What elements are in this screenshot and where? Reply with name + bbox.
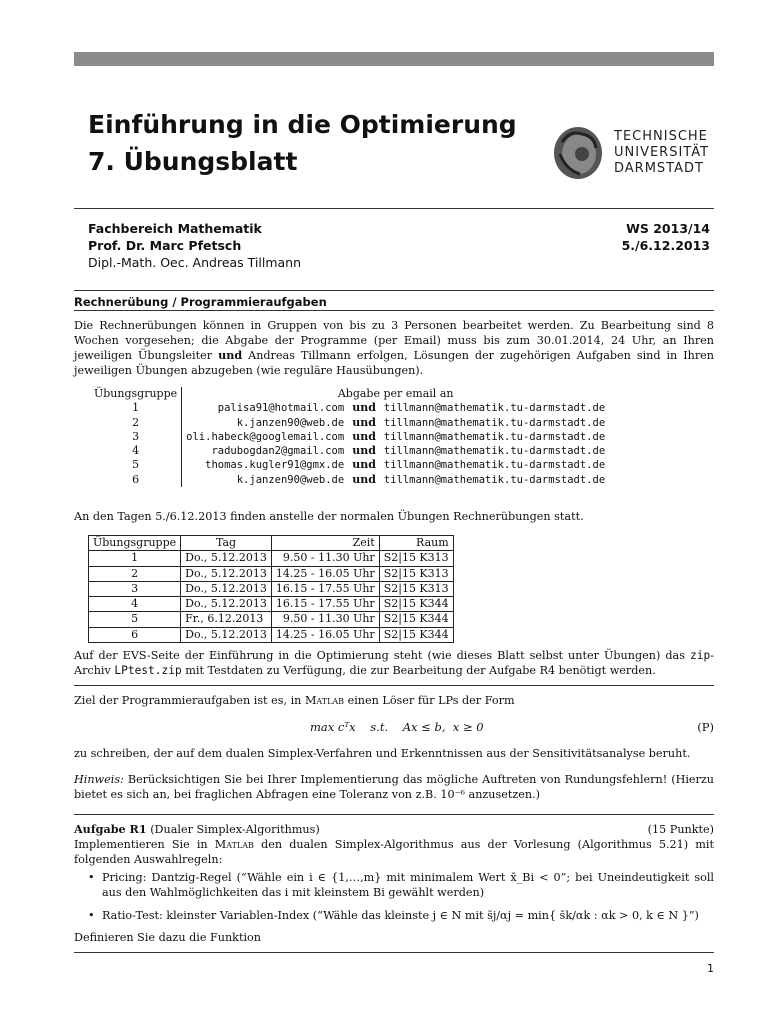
table-cell: 3 <box>89 581 181 596</box>
divider <box>74 310 714 311</box>
table-row <box>89 566 454 581</box>
assistant: Dipl.-Math. Oec. Andreas Tillmann <box>88 255 302 270</box>
task-points: (15 Punkte) <box>647 823 714 836</box>
table-row <box>89 581 454 596</box>
table-cell: 9.50 - 11.30 Uhr <box>271 612 379 627</box>
university-name <box>614 129 709 177</box>
task-label: Aufgabe R1 <box>74 822 147 836</box>
evs-paragraph: Auf der EVS-Seite der Einführung in die Optimierung steht (wie dieses Blatt selbst unter Übungen) das zip-Archiv LPtest.zip mit Testdaten zu Verfügung, die zur Bearbeitung der Aufgabe R4 benötigt werden. <box>74 649 714 677</box>
table-cell: Do., 5.12.2013 <box>181 627 272 642</box>
table-cell: S2|15 K344 <box>379 612 453 627</box>
table-row <box>90 430 609 444</box>
table-cell: 6 <box>89 627 181 642</box>
university-line-3: DARMSTADT <box>614 161 704 176</box>
table-row <box>90 416 609 430</box>
table-cell: tillmann@mathematik.tu-darmstadt.de <box>383 430 606 443</box>
date: 5./6.12.2013 <box>621 238 710 253</box>
author-block <box>88 220 301 271</box>
task-heading: Aufgabe R1 (Dualer Simplex-Algorithmus) (15 Punkte) <box>74 822 714 836</box>
table-row <box>90 473 609 487</box>
table-cell: S2|15 K313 <box>379 581 453 596</box>
table-cell: 14.25 - 16.05 Uhr <box>271 566 379 581</box>
table-cell: tillmann@mathematik.tu-darmstadt.de <box>383 459 606 472</box>
table-row <box>89 597 454 612</box>
table-row <box>89 551 454 566</box>
divider <box>74 208 714 209</box>
table-cell: 1 <box>90 401 182 415</box>
table-cell: 16.15 - 17.55 Uhr <box>271 597 379 612</box>
table-header: Übungsgruppe <box>89 536 181 551</box>
table-cell: 2 <box>89 566 181 581</box>
table-cell: radubogdan2@gmail.com <box>211 445 345 458</box>
table-row <box>89 627 454 642</box>
table-cell: Do., 5.12.2013 <box>181 566 272 581</box>
professor: Prof. Dr. Marc Pfetsch <box>88 238 242 253</box>
table-cell: 6 <box>90 473 182 487</box>
table-cell: Fr., 6.12.2013 <box>181 612 272 627</box>
table-cell: 5 <box>90 458 182 472</box>
archive-filename: LPtest.zip <box>114 664 182 677</box>
header-bar <box>74 52 714 66</box>
table-cell: Do., 5.12.2013 <box>181 581 272 596</box>
table-cell: oli.habeck@googlemail.com <box>186 430 345 443</box>
table-cell: 9.50 - 11.30 Uhr <box>271 551 379 566</box>
table-cell: und <box>352 429 376 443</box>
table-cell: 3 <box>90 430 182 444</box>
title-line-1: Einführung in die Optimierung <box>88 110 517 139</box>
lp-formula: max cᵀx s.t. Ax ≤ b, x ≥ 0 <box>310 720 484 734</box>
table-header: Übungsgruppe <box>90 387 182 401</box>
department: Fachbereich Mathematik <box>88 221 262 236</box>
table-cell: 1 <box>89 551 181 566</box>
semester-block <box>622 220 710 254</box>
table-cell: tillmann@mathematik.tu-darmstadt.de <box>383 473 606 486</box>
email-table <box>90 387 609 487</box>
divider <box>74 952 714 953</box>
semester: WS 2013/14 <box>626 221 710 236</box>
schedule-table <box>88 535 454 643</box>
table-cell: und <box>352 401 376 415</box>
table-cell: S2|15 K313 <box>379 551 453 566</box>
table-cell: k.janzen90@web.de <box>236 473 345 486</box>
table-row <box>89 612 454 627</box>
divider <box>74 685 714 686</box>
table-cell: 2 <box>90 416 182 430</box>
title-line-2: 7. Übungsblatt <box>88 147 298 176</box>
table-cell: palisa91@hotmail.com <box>217 402 345 415</box>
hint-paragraph: Hinweis: Berücksichtigen Sie bei Ihrer Implementierung das mögliche Auftreten von Rundungsfehlern! (Hierzu bietet es sich an, bei fraglichen Abfragen eine Toleranz von z.B. 10⁻⁶ anzusetzen.) <box>74 773 714 801</box>
table-cell: 16.15 - 17.55 Uhr <box>271 581 379 596</box>
table-cell: tillmann@mathematik.tu-darmstadt.de <box>383 416 606 429</box>
table-header: Zeit <box>271 536 379 551</box>
goal-paragraph: Ziel der Programmieraufgaben ist es, in Matlab einen Löser für LPs der Form <box>74 694 515 707</box>
divider <box>74 290 714 291</box>
table-cell: S2|15 K344 <box>379 627 453 642</box>
list-item: • Pricing: Dantzig-Regel (“Wähle ein i ∈ {1,…,m} mit minimalem Wert x̄_Bi < 0”; bei Uneindeutigkeit soll aus den Wahlmöglichkeiten das i mit kleinstem Bi gewählt werden) <box>88 871 714 899</box>
university-line-1: TECHNISCHE <box>614 129 708 144</box>
task-description: Implementieren Sie in Matlab den dualen Simplex-Algorithmus aus der Vorlesung (Algorithmus 5.21) mit folgenden Auswahlregeln: <box>74 838 714 866</box>
table-header: Abgabe per email an <box>337 387 454 400</box>
table-cell: tillmann@mathematik.tu-darmstadt.de <box>383 402 606 415</box>
table-header: Raum <box>379 536 453 551</box>
table-cell: tillmann@mathematik.tu-darmstadt.de <box>383 445 606 458</box>
page-title <box>88 106 517 180</box>
table-cell: 5 <box>89 612 181 627</box>
table-cell: S2|15 K344 <box>379 597 453 612</box>
page-number: 1 <box>707 962 714 975</box>
table-cell: Do., 5.12.2013 <box>181 597 272 612</box>
table-row <box>90 401 609 415</box>
goal-paragraph-2: zu schreiben, der auf dem dualen Simplex-Verfahren und Erkenntnissen aus der Sensitivitätsanalyse beruht. <box>74 747 691 760</box>
closing-text: Definieren Sie dazu die Funktion <box>74 931 261 944</box>
table-cell: S2|15 K313 <box>379 566 453 581</box>
table-cell: und <box>352 472 376 486</box>
table-cell: 4 <box>90 444 182 458</box>
list-item: • Ratio-Test: kleinster Variablen-Index (“Wähle das kleinste j ∈ N mit s̄j/αj = min{ s̄k/αk : αk > 0, k ∈ N }”) <box>88 909 699 922</box>
table-cell: 14.25 - 16.05 Uhr <box>271 627 379 642</box>
intro-paragraph: Die Rechnerübungen können in Gruppen von bis zu 3 Personen bearbeitet werden. Zu Bearbeitung sind 8 Wochen vorgesehen; die Abgabe der Programme (per Email) muss bis zum 30.01.2014, 24 Uhr, an Ihren jeweiligen Übungsleiter und Andreas Tillmann erfolgen, Lösungen der zugehörigen Aufgaben sind in Ihren jeweiligen Übungen abzugeben (wie reguläre Hausübungen). <box>74 319 714 377</box>
formula-label: (P) <box>697 720 714 734</box>
divider <box>74 814 714 815</box>
table-cell: 4 <box>89 597 181 612</box>
table-cell: und <box>352 415 376 429</box>
table-cell: und <box>352 444 376 458</box>
university-line-2: UNIVERSITÄT <box>614 145 710 160</box>
table-cell: k.janzen90@web.de <box>236 416 345 429</box>
table-row <box>90 444 609 458</box>
table-cell: thomas.kugler91@gmx.de <box>205 459 345 472</box>
task-bullets <box>88 870 714 923</box>
schedule-intro: An den Tagen 5./6.12.2013 finden anstelle der normalen Übungen Rechnerübungen statt. <box>74 510 584 523</box>
table-cell: Do., 5.12.2013 <box>181 551 272 566</box>
table-cell: und <box>352 458 376 472</box>
section-title: Rechnerübung / Programmieraufgaben <box>74 295 327 309</box>
table-header: Tag <box>181 536 272 551</box>
table-row <box>90 458 609 472</box>
